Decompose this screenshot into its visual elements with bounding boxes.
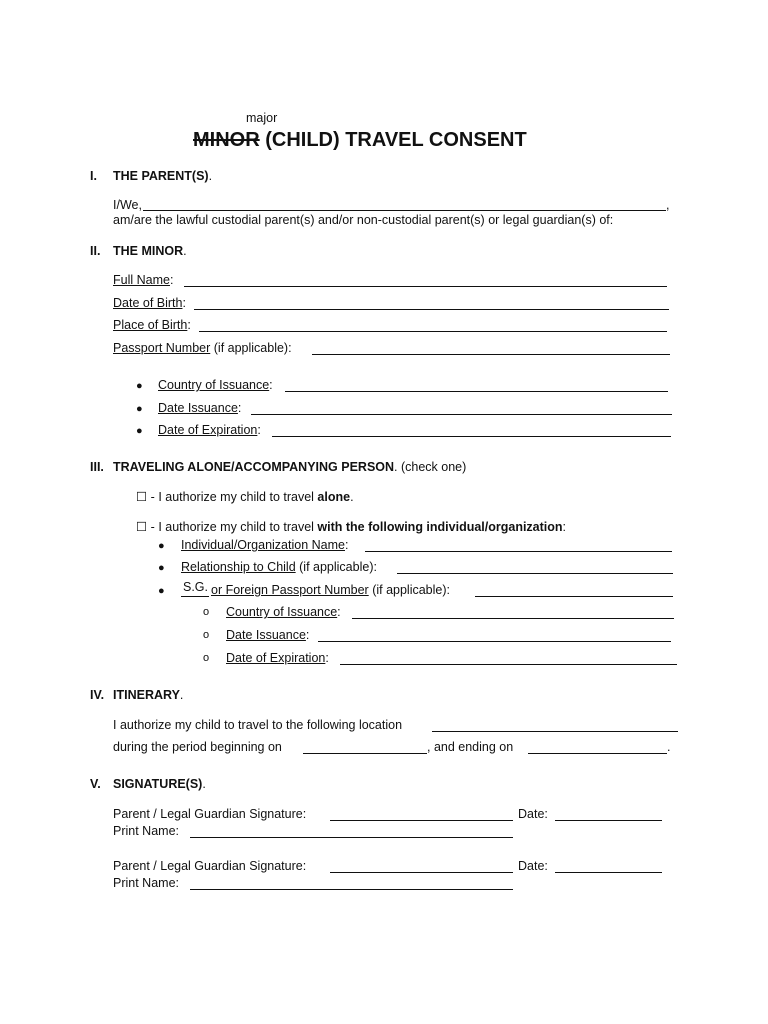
section-3-number: III. — [90, 460, 104, 474]
passport-label: Passport Number (if applicable): — [113, 341, 292, 355]
minor-country-label: Country of Issuance: — [158, 378, 273, 392]
date-1-line[interactable] — [555, 820, 662, 821]
travel-alone-option[interactable]: ☐ - I authorize my child to travel alone. — [136, 490, 354, 504]
print-name-2-line[interactable] — [190, 889, 513, 890]
circle-bullet-icon: o — [203, 606, 210, 618]
section-1-heading: THE PARENT(S). — [113, 169, 213, 183]
itinerary-location-text: I authorize my child to travel to the following location — [113, 718, 403, 732]
relationship-line[interactable] — [397, 573, 673, 574]
bullet-icon: ● — [136, 425, 143, 437]
signature-1-line[interactable] — [330, 820, 513, 821]
title-rest: (CHILD) TRAVEL CONSENT — [265, 129, 527, 151]
minor-date-expiration-label: Date of Expiration: — [158, 423, 261, 437]
we-label: I/We, — [113, 198, 142, 212]
print-name-2-label: Print Name: — [113, 876, 179, 890]
circle-bullet-icon: o — [203, 652, 210, 664]
full-name-label: Full Name: — [113, 273, 174, 287]
minor-date-issuance-label: Date Issuance: — [158, 401, 242, 415]
signature-2-label: Parent / Legal Guardian Signature: — [113, 859, 307, 873]
sg-underline — [181, 596, 209, 597]
bullet-icon: ● — [158, 562, 165, 574]
itinerary-end-text: , and ending on — [427, 740, 514, 754]
signature-1-label: Parent / Legal Guardian Signature: — [113, 807, 307, 821]
date-1-label: Date: — [518, 807, 548, 821]
itinerary-begin-line[interactable] — [303, 753, 427, 754]
section-2-heading: THE MINOR. — [113, 244, 187, 258]
section-2-number: II. — [90, 244, 101, 258]
minor-date-issuance-line[interactable] — [251, 414, 672, 415]
parent-name-line[interactable] — [143, 210, 666, 211]
bullet-icon: ● — [136, 403, 143, 415]
sg-handwritten-note: S.G. — [183, 580, 209, 594]
companion-country-label: Country of Issuance: — [226, 605, 341, 619]
bullet-icon: ● — [158, 585, 165, 597]
passport-line[interactable] — [312, 354, 670, 355]
itinerary-location-line[interactable] — [432, 731, 678, 732]
section-3-heading: TRAVELING ALONE/ACCOMPANYING PERSON. (check one) — [113, 460, 467, 474]
date-2-line[interactable] — [555, 872, 662, 873]
circle-bullet-icon: o — [203, 629, 210, 641]
foreign-passport-line[interactable] — [475, 596, 673, 597]
pob-label: Place of Birth: — [113, 318, 191, 332]
date-2-label: Date: — [518, 859, 548, 873]
foreign-passport-label: or Foreign Passport Number (if applicable): — [211, 583, 451, 597]
bullet-icon: ● — [158, 540, 165, 552]
itinerary-begin-text: during the period beginning on — [113, 740, 282, 754]
companion-country-line[interactable] — [352, 618, 674, 619]
relationship-label: Relationship to Child (if applicable): — [181, 560, 377, 574]
org-name-line[interactable] — [365, 551, 672, 552]
dob-line[interactable] — [194, 309, 669, 310]
companion-date-expiration-label: Date of Expiration: — [226, 651, 329, 665]
full-name-line[interactable] — [184, 286, 667, 287]
handwritten-note: major — [246, 111, 278, 125]
signature-2-line[interactable] — [330, 872, 513, 873]
pob-line[interactable] — [199, 331, 667, 332]
section-4-number: IV. — [90, 688, 105, 702]
document-title — [193, 130, 527, 150]
we-comma: , — [666, 198, 670, 212]
companion-date-issuance-label: Date Issuance: — [226, 628, 310, 642]
bullet-icon: ● — [136, 380, 143, 392]
itinerary-end-line[interactable] — [528, 753, 667, 754]
print-name-1-label: Print Name: — [113, 824, 179, 838]
itinerary-period: . — [667, 740, 671, 754]
section-1-number: I. — [90, 169, 97, 183]
section-5-heading: SIGNATURE(S). — [113, 777, 206, 791]
companion-date-expiration-line[interactable] — [340, 664, 677, 665]
minor-country-line[interactable] — [285, 391, 668, 392]
section-5-number: V. — [90, 777, 101, 791]
struck-title-word: MINOR — [193, 129, 260, 151]
org-name-label: Individual/Organization Name: — [181, 538, 349, 552]
travel-with-option[interactable]: ☐ - I authorize my child to travel with the following individual/organization: — [136, 520, 567, 534]
custodial-statement: am/are the lawful custodial parent(s) and/or non-custodial parent(s) or legal guardian(s) of: — [113, 213, 614, 227]
minor-date-expiration-line[interactable] — [272, 436, 671, 437]
section-4-heading: ITINERARY. — [113, 688, 184, 702]
print-name-1-line[interactable] — [190, 837, 513, 838]
dob-label: Date of Birth: — [113, 296, 186, 310]
companion-date-issuance-line[interactable] — [318, 641, 671, 642]
